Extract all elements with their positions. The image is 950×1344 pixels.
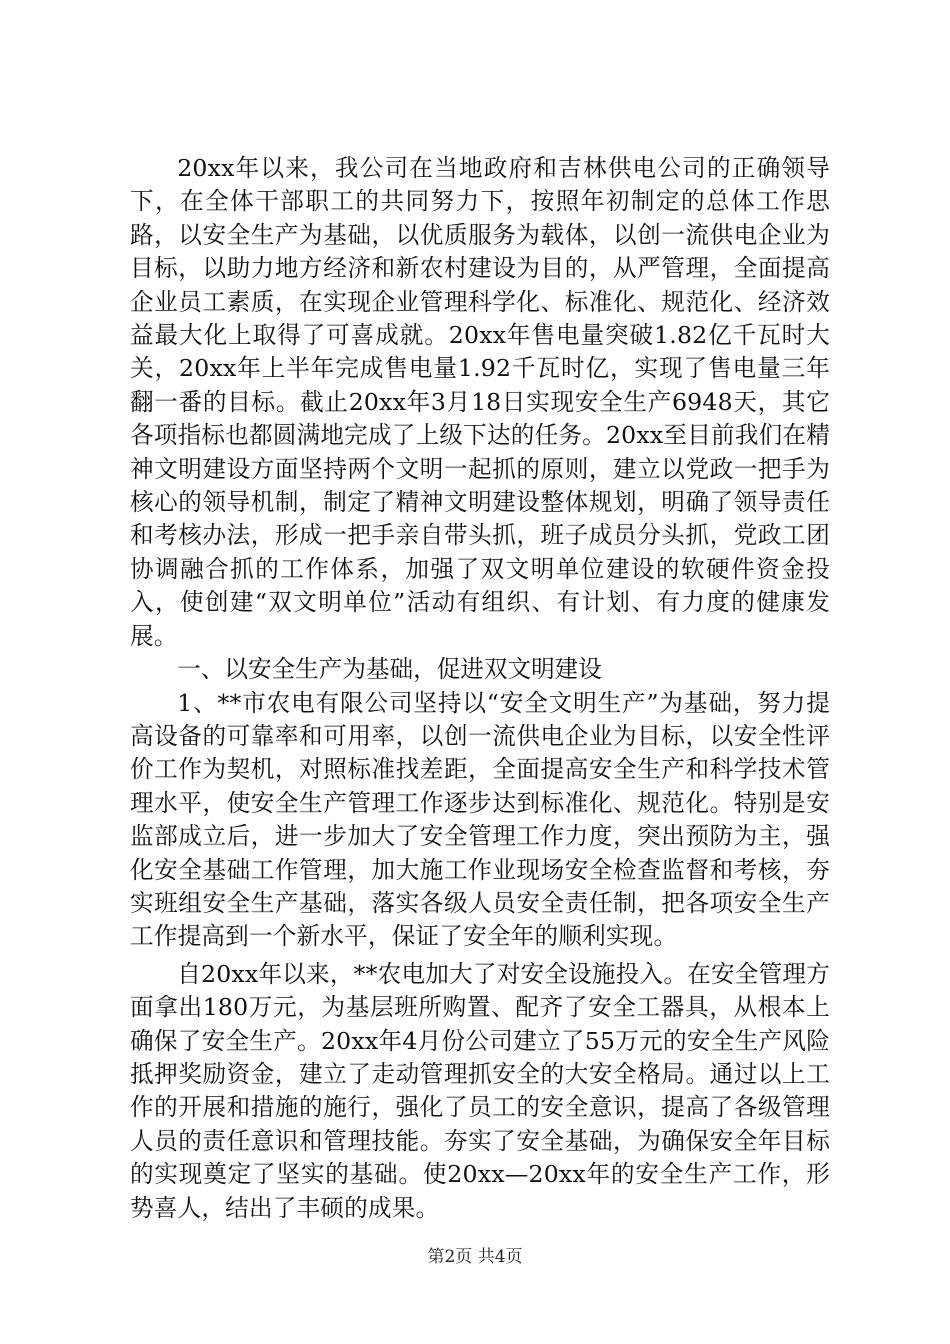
intro-paragraph: 20xx年以来，我公司在当地政府和吉林供电公司的正确领导下，在全体干部职工的共同努力下，按照年初制定的总体工作思路，以安全生产为基础，以优质服务为载体，以创一流供电企业为目标，以助力地方经济和新农村建设为目的，从严管理，全面提高企业员工素质，在实现企业管理科学化、标准化、规范化、经济效益最大化上取得了可喜成就。20xx年售电量突破1.82亿千瓦时大关，20xx年上半年完成售电量1.92千瓦时亿，实现了售电量三年翻一番的目标。截止20xx年3月18日实现安全生产6948天，其它各项指标也都圆满地完成了上级下达的任务。20xx至目前我们在精神文明建设方面坚持两个文明一起抓的原则，建立以党政一把手为核心的领导机制，制定了精神文明建设整体规划，明确了领导责任和考核办法，形成一把手亲自带头抓，班子成员分头抓，党政工团协调融合抓的工作体系，加强了双文明单位建设的软硬件资金投入，使创建“双文明单位”活动有组织、有计划、有力度的健康发展。 (130, 154, 830, 650)
body-paragraph-2: 自20xx年以来，**农电加大了对安全设施投入。在安全管理方面拿出180万元，为基层班所购置、配齐了安全工器具，从根本上确保了安全生产。20xx年4月份公司建立了55万元的安全生产风险抵押奖励资金，建立了走动管理抓安全的大安全格局。通过以上工作的开展和措施的施行，强化了员工的安全意识，提高了各级管理人员的责任意识和管理技能。夯实了安全基础，为确保安全年目标的实现奠定了坚实的基础。使20xx—20xx年的安全生产工作，形势喜人，结出了丰硕的成果。 (130, 959, 830, 1222)
body-paragraph-1: 1、**市农电有限公司坚持以“安全文明生产”为基础，努力提高设备的可靠率和可用率，以创一流供电企业为目标，以安全性评价工作为契机，对照标准找差距，全面提高安全生产和科学技术管理水平，使安全生产管理工作逐步达到标准化、规范化。特别是安监部成立后，进一步加大了安全管理工作力度，突出预防为主，强化安全基础工作管理，加大施工作业现场安全检查监督和考核，夯实班组安全生产基础，落实各级人员安全责任制，把各项安全生产工作提高到一个新水平，保证了安全年的顺利实现。 (130, 688, 830, 951)
page-footer: 第2页 共4页 (427, 1247, 523, 1267)
section-heading: 一、以安全生产为基础，促进双文明建设 (177, 655, 602, 684)
document-body (130, 152, 830, 1225)
